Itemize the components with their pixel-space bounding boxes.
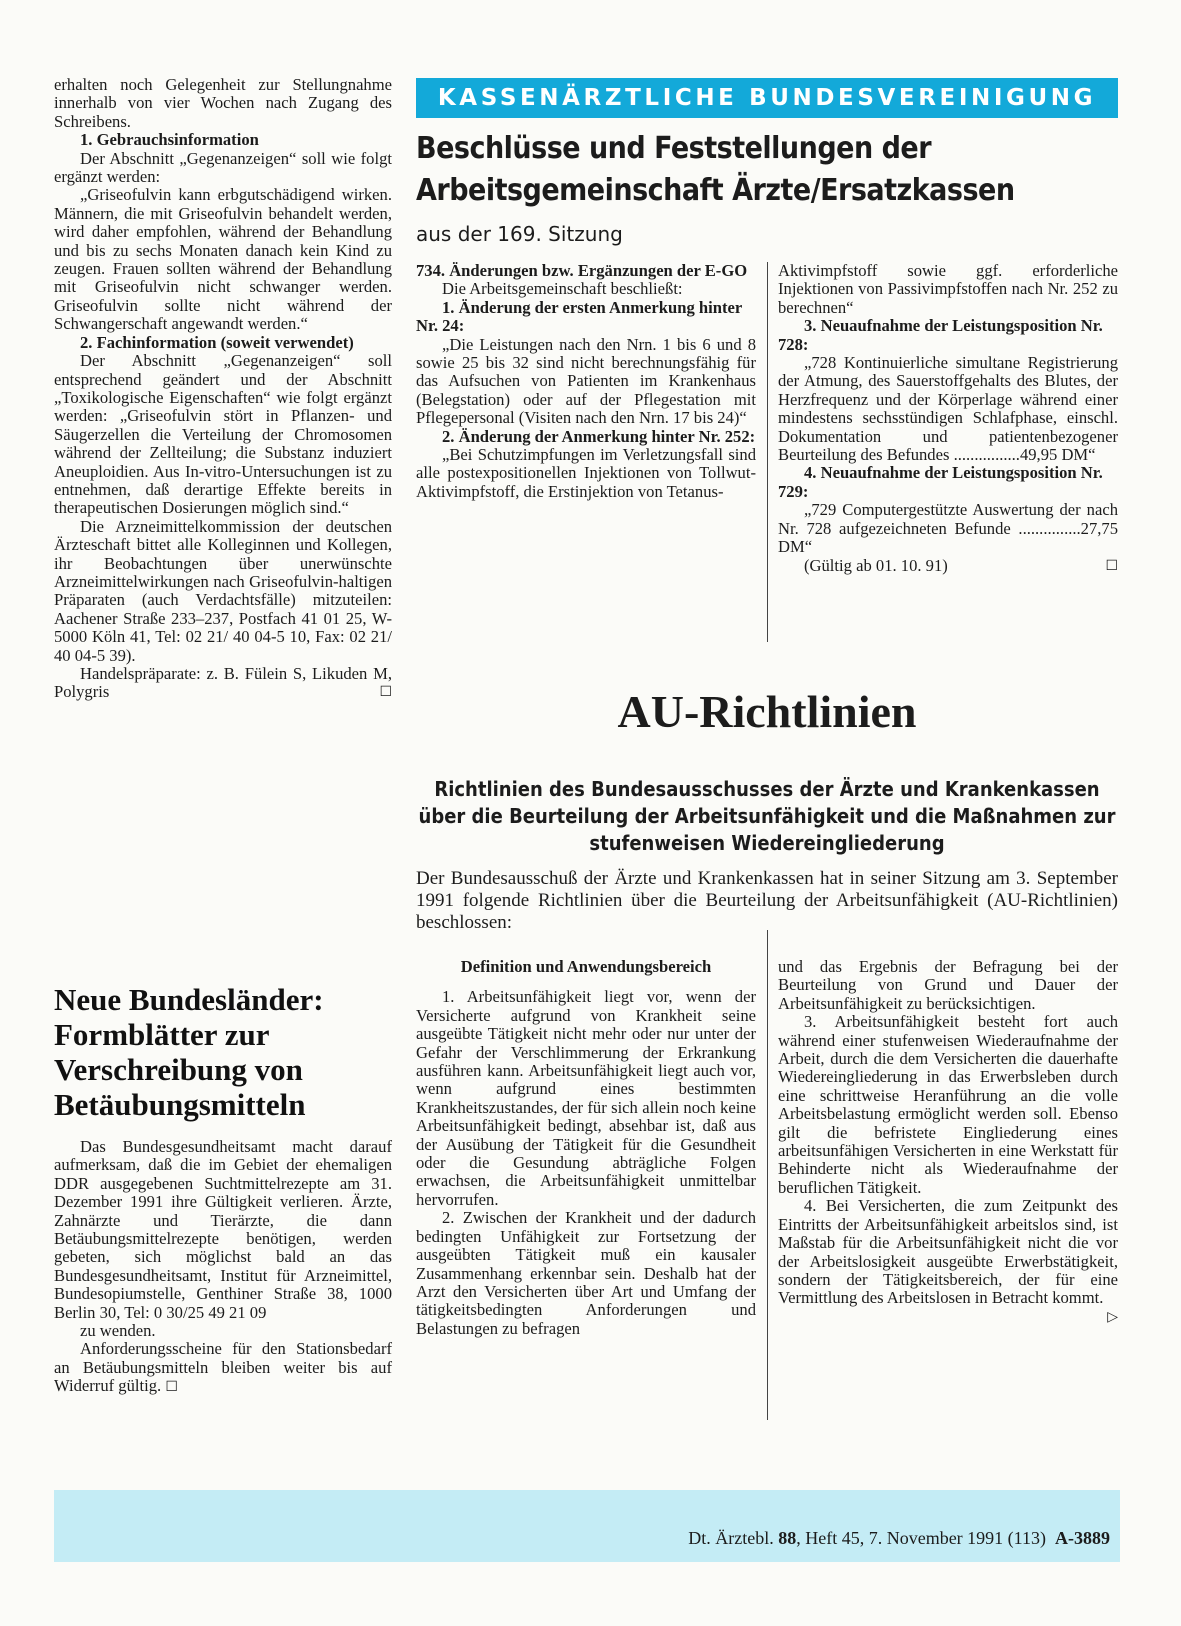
page-footer bbox=[54, 1490, 1120, 1562]
kbv-column-2 bbox=[778, 262, 1118, 575]
left-column-top bbox=[54, 76, 392, 702]
subheading: 3. Neuaufnahme der Leistungsposition Nr. 728: bbox=[778, 316, 1103, 354]
paragraph: „Die Leistungen nach den Nrn. 1 bis 6 und 8 sowie 25 bis 32 sind nicht berechnungsfähig für das Aufsuchen von Patienten im Krankenhaus (Belegstation) oder auf der Pflegestation mit Pflegepersonal (Visiten nach den Nrn. 17 bis 24)“ bbox=[416, 334, 756, 428]
left-column-bottom bbox=[54, 1138, 392, 1397]
article-title-beschluesse: Beschlüsse und Feststellungen der Arbeitsgemeinschaft Ärzte/Ersatzkassen bbox=[416, 131, 1015, 208]
paragraph: „729 Computergestützte Auswertung der nach Nr. 728 aufgezeichneten Befunde ...............27,75 DM“ bbox=[778, 500, 1118, 557]
paragraph bbox=[54, 665, 392, 702]
paragraph: Die Arzneimittelkommission der deutschen Ärzteschaft bittet alle Kolleginnen und Kollegen, ihr Beobachtungen über unerwünschte Arzneimittelwirkungen nach Griseofulvin-haltigen Präparaten (auch Verdachtsfälle) mitzuteilen: Aachener Straße 233–237, Postfach 41 01 25, W-5000 Köln 41, Tel: 02 21/ 40 04-5 10, Fax: 02 21/ 40 04-5 39). bbox=[54, 516, 392, 665]
journal-name: Dt. Ärztebl. bbox=[688, 1528, 774, 1548]
end-mark-icon: ☐ bbox=[1105, 557, 1118, 574]
column-divider bbox=[767, 262, 768, 642]
paragraph: zu wenden. bbox=[80, 1321, 156, 1341]
paragraph: 3. Arbeitsunfähigkeit besteht fort auch während einer stufenweisen Wiederaufnahme der Arbeit, durch die dem Versicherten die dauerhafte Wiedereingliederung in das Erwerbsleben durch eine schrittweise Heranführung an die volle Arbeitsbelastung ermöglicht werden soll. Ebenso gilt die befristete Eingliederung eines arbeitsunfähigen Versicherten in eine Werkstatt für Behinderte nicht als Wiederaufnahme der beruflichen Tätigkeit. bbox=[778, 1012, 1118, 1197]
paragraph-text: Anforderungsscheine für den Stationsbedarf an Betäubungsmitteln bleiben weiter bis auf Widerruf gültig. bbox=[54, 1339, 392, 1396]
paragraph: Der Abschnitt „Gegenanzeigen“ soll wie folgt ergänzt werden: bbox=[54, 148, 392, 187]
paragraph: Die Arbeitsgemeinschaft beschließt: bbox=[442, 279, 683, 299]
end-mark-icon: ☐ bbox=[165, 1379, 178, 1396]
paragraph: erhalten noch Gelegenheit zur Stellungnahme innerhalb von vier Wochen nach Zugang des Schreibens. bbox=[54, 75, 392, 131]
paragraph: 2. Zwischen der Krankheit und der dadurch bedingten Unfähigkeit zur Fortsetzung der ausgeübten Tätigkeit muß ein kausaler Zusammenhang erkennbar sein. Deshalb hat der Arzt den Versicherten über Art und Umfang der tätigkeitsbedingten Anforderungen und Belastungen zu befragen bbox=[416, 1208, 756, 1338]
subheading: 4. Neuaufnahme der Leistungsposition Nr. 729: bbox=[778, 463, 1103, 501]
continued-arrow-icon: ▷ bbox=[1107, 1308, 1118, 1325]
kbv-column-1 bbox=[416, 262, 756, 501]
article-subtitle: Richtlinien des Bundesausschusses der Ärzte und Krankenkassen über die Beurteilung der Arbeitsunfähigkeit und die Maßnahmen zur stufenweisen Wiedereingliederung bbox=[418, 777, 1116, 855]
page-number: A-3889 bbox=[1055, 1528, 1110, 1548]
paragraph: Das Bundesgesundheitsamt macht darauf aufmerksam, daß die im Gebiet der ehemaligen DDR ausgegebenen Suchtmittelrezepte am 31. Dezember 1991 ihre Gültigkeit verlieren. Ärzte, Zahnärzte und Tierärzte, die dann Betäubungsmittelrezepte benötigen, werden gebeten, sich möglichst bald an das Bundesgesundheitsamt, Institut für Arzneimittel, Bundesopiumstelle, Genthiner Straße 38, 1000 Berlin 30, Tel: 0 30/25 49 21 09 bbox=[54, 1137, 392, 1322]
subheading: 1. Änderung der ersten Anmerkung hinter Nr. 24: bbox=[416, 297, 742, 336]
end-mark-icon: ☐ bbox=[379, 684, 392, 701]
paragraph: „Griseofulvin kann erbgutschädigend wirken. Männern, die mit Griseofulvin behandelt werden, wird daher empfohlen, während der Behandlung und bis zu sechs Monaten danach kein Kind zu zeugen. Frauen sollten während der Behandlung mit Griseofulvin nicht schwanger werden. Griseofulvin sollte nicht während der Schwangerschaft angewandt werden.“ bbox=[54, 185, 392, 334]
article-intro: Der Bundesausschuß der Ärzte und Krankenkassen hat in seiner Sitzung am 3. September 1991 folgende Richtlinien über die Beurteilung der Arbeitsunfähigkeit (AU-Richtlinien) beschlossen: bbox=[416, 868, 1118, 933]
paragraph bbox=[778, 557, 1118, 575]
paragraph: und das Ergebnis der Befragung bei der Beurteilung von Grund und Dauer der Arbeitsunfähigkeit zu berücksichtigen. bbox=[778, 957, 1118, 1013]
au-column-2 bbox=[778, 958, 1118, 1326]
au-column-1 bbox=[416, 958, 756, 1338]
paragraph bbox=[778, 1196, 1118, 1325]
subheading: 2. Fachinformation (soweit verwendet) bbox=[80, 332, 354, 352]
paragraph: Aktivimpfstoff sowie ggf. erforderliche Injektionen von Passivimpfstoffen nach Nr. 252 zu berechnen“ bbox=[778, 261, 1118, 317]
section-banner: KASSENÄRZTLICHE BUNDESVEREINIGUNG bbox=[416, 78, 1118, 118]
volume: 88 bbox=[778, 1528, 797, 1548]
paragraph: „Bei Schutzimpfungen im Verletzungsfall sind alle postexpositionellen Injektionen von Tollwut-Aktivimpfstoff, die Erstinjektion von Tetanus- bbox=[416, 445, 756, 501]
subheading: 734. Änderungen bzw. Ergänzungen der E-GO bbox=[416, 261, 748, 280]
article-subtitle: aus der 169. Sitzung bbox=[416, 222, 623, 246]
paragraph bbox=[54, 1340, 392, 1396]
article-title-au-richtlinien: AU-Richtlinien bbox=[617, 686, 917, 737]
citation bbox=[688, 1528, 1110, 1549]
subheading: 1. Gebrauchsinformation bbox=[80, 130, 259, 150]
article-title-neue-bundeslaender: Neue Bundesländer: Formblätter zur Verschreibung von Betäubungsmitteln bbox=[54, 982, 324, 1122]
paragraph: „728 Kontinuierliche simultane Registrierung der Atmung, des Sauerstoffgehalts des Blutes, der Herzfrequenz und der Körperlage während einer mindestens sechsstündigen Schlafphase, einschl. Dokumentation und patientenbezogener Beurteilung des Befundes ................49,95 DM“ bbox=[778, 353, 1118, 465]
trade-names: Handelspräparate: z. B. Fülein S, Likuden M, Polygris bbox=[54, 664, 392, 702]
column-divider bbox=[767, 930, 768, 1420]
paragraph: 1. Arbeitsunfähigkeit liegt vor, wenn der Versicherte aufgrund von Krankheit seine ausgeübte Tätigkeit nicht mehr oder nur unter der Gefahr der Verschlimmerung der Erkrankung ausführen kann. Arbeitsunfähigkeit liegt auch vor, wenn aufgrund eines bestimmten Krankheitszustandes, der für sich allein noch keine Arbeitsunfähigkeit bedingt, absehbar ist, daß aus der Ausübung der Tätigkeit für die Gesundheit oder die Gesundung abträgliche Folgen erwachsen, die Arbeitsunfähigkeit unmittelbar hervorrufen. bbox=[416, 987, 756, 1209]
issue: , Heft 45, 7. November 1991 (113) bbox=[796, 1528, 1046, 1548]
section-heading: Definition und Anwendungsbereich bbox=[460, 957, 712, 976]
paragraph-text: 4. Bei Versicherten, die zum Zeitpunkt des Eintritts der Arbeitsunfähigkeit arbeitslos sind, ist Maßstab für die Arbeitsunfähigkeit nicht die vor der Arbeitslosigkeit ausgeübte Erwerbstätigkeit, sondern der Tätigkeitsbereich, der für eine Vermittlung des Arbeitslosen in Betracht kommt. bbox=[778, 1196, 1118, 1308]
paragraph: Der Abschnitt „Gegenanzeigen“ soll entsprechend geändert und der Abschnitt „Toxikologische Eigenschaften“ wie folgt ergänzt werden: „Griseofulvin stört in Pflanzen- und Säugerzellen die Verteilung der Chromosomen während der Zellteilung; die Substanz induziert Aneuploidien. Aus In-vitro-Untersuchungen ist zu entnehmen, daß derartige Effekte bereits in therapeutischen Dosierungen möglich sind.“ bbox=[54, 351, 392, 518]
validity-date: (Gültig ab 01. 10. 91) bbox=[804, 555, 948, 575]
subheading: 2. Änderung der Anmerkung hinter Nr. 252: bbox=[442, 426, 756, 446]
